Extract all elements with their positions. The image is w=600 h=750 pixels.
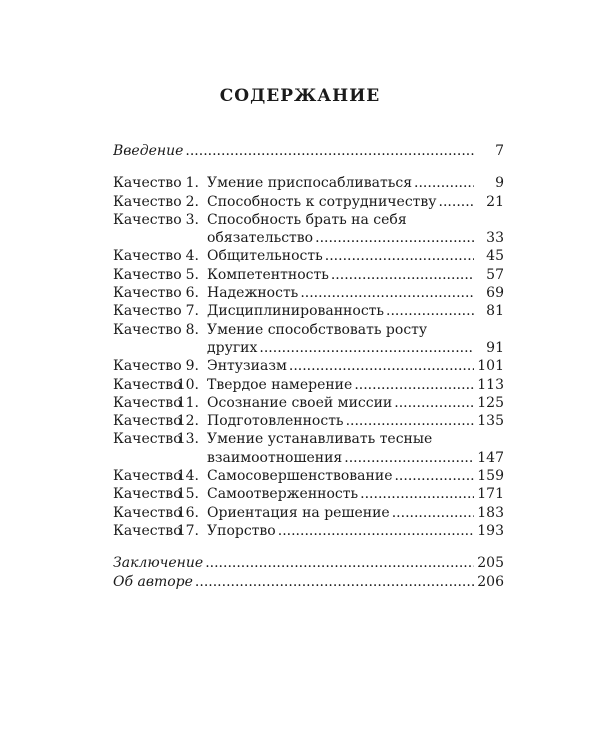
quality-word: Качество	[113, 175, 182, 192]
quality-title-line	[207, 302, 504, 320]
leader-dots	[346, 412, 474, 430]
leader-dots	[394, 467, 474, 485]
quality-title: Самоотверженность	[207, 486, 359, 503]
toc-page-number: 193	[477, 522, 504, 539]
toc-entry-quality[interactable]	[113, 302, 504, 320]
toc-entry-label: Заключение	[113, 555, 204, 572]
quality-title-block	[207, 412, 504, 430]
quality-number: 14.	[176, 468, 199, 485]
toc-entry-quality[interactable]	[113, 394, 504, 412]
qualities-list	[113, 174, 504, 540]
quality-number: 15.	[176, 486, 199, 503]
toc-entry-label: Об авторе	[113, 573, 193, 590]
leader-dots	[392, 504, 474, 522]
quality-title-line	[207, 266, 504, 284]
quality-title-line	[207, 485, 504, 503]
quality-title-line	[207, 376, 504, 394]
quality-title-block	[207, 357, 504, 375]
toc-entry-quality[interactable]	[113, 247, 504, 265]
quality-word: Качество	[113, 211, 182, 228]
quality-word: Качество	[113, 193, 182, 210]
quality-word: Качество	[113, 303, 182, 320]
quality-title-line	[207, 430, 504, 448]
quality-title-block	[207, 504, 504, 522]
quality-title-line	[207, 174, 504, 192]
toc-entry-quality[interactable]	[113, 376, 504, 394]
quality-number: 7.	[185, 303, 199, 320]
leader-dots	[259, 339, 474, 357]
quality-title-block	[207, 302, 504, 320]
quality-number: 9.	[185, 358, 199, 375]
toc-page-number: 135	[477, 413, 504, 430]
toc-entry-about-author[interactable]	[113, 573, 504, 591]
quality-title-line	[207, 412, 504, 430]
quality-title-block	[207, 266, 504, 284]
toc-page-number: 183	[477, 504, 504, 521]
toc-page-number: 9	[495, 175, 504, 192]
toc-page-number: 171	[477, 486, 504, 503]
toc-entry-quality[interactable]	[113, 412, 504, 430]
quality-title: взаимоотношения	[207, 449, 343, 466]
leader-dots	[315, 229, 474, 247]
toc-entry-intro[interactable]	[113, 142, 504, 160]
toc-page-number: 113	[477, 376, 504, 393]
quality-title-block	[207, 522, 504, 540]
toc-page-number: 91	[486, 339, 504, 356]
quality-title-line	[207, 247, 504, 265]
quality-word: Качество	[113, 285, 182, 302]
quality-number: 10.	[176, 376, 199, 393]
leader-dots	[325, 247, 474, 265]
quality-word: Качество	[113, 358, 182, 375]
leader-dots	[195, 573, 474, 591]
toc-page-number: 33	[486, 230, 504, 247]
table-of-contents	[113, 142, 504, 591]
quality-word: Качество	[113, 431, 182, 448]
quality-title-block	[207, 174, 504, 192]
toc-entry-conclusion[interactable]	[113, 554, 504, 572]
quality-number: 4.	[185, 248, 199, 265]
toc-page-number: 206	[477, 573, 504, 590]
quality-title-block	[207, 193, 504, 211]
quality-word: Качество	[113, 486, 182, 503]
toc-entry-quality[interactable]	[113, 430, 504, 467]
toc-page-number: 147	[477, 449, 504, 466]
leader-dots	[331, 266, 474, 284]
quality-number: 3.	[185, 211, 199, 228]
quality-title: Умение приспосабливаться	[207, 175, 413, 192]
leader-dots	[354, 376, 474, 394]
quality-title-block	[207, 211, 504, 248]
quality-number: 16.	[176, 504, 199, 521]
quality-title: Упорство	[207, 522, 276, 539]
quality-word: Качество	[113, 321, 182, 338]
quality-title: Осознание своей миссии	[207, 394, 393, 411]
quality-number: 11.	[176, 394, 199, 411]
toc-entry-quality[interactable]	[113, 467, 504, 485]
quality-title: Подготовленность	[207, 413, 344, 430]
quality-title-block	[207, 485, 504, 503]
quality-word: Качество	[113, 413, 182, 430]
toc-page-number: 45	[486, 248, 504, 265]
toc-page-number: 101	[477, 358, 504, 375]
quality-title: Компетентность	[207, 266, 329, 283]
quality-title-line	[207, 339, 504, 357]
quality-title: Способность брать на себя	[207, 211, 407, 228]
quality-number: 12.	[176, 413, 199, 430]
spacer	[113, 540, 504, 554]
quality-word: Качество	[113, 248, 182, 265]
toc-page-number: 57	[486, 266, 504, 283]
quality-title: Умение устанавливать тесные	[207, 431, 433, 448]
quality-title-line	[207, 522, 504, 540]
quality-word: Качество	[113, 468, 182, 485]
leader-dots	[289, 357, 474, 375]
quality-title: Дисциплинированность	[207, 303, 385, 320]
toc-page-number: 7	[495, 143, 504, 159]
quality-title-line	[207, 284, 504, 302]
quality-title: Способность к сотрудничеству	[207, 193, 437, 210]
quality-title: Ориентация на решение	[207, 504, 390, 521]
toc-page-number: 69	[486, 285, 504, 302]
toc-entry-quality[interactable]	[113, 357, 504, 375]
quality-title: Надежность	[207, 285, 299, 302]
toc-page-number: 125	[477, 394, 504, 411]
quality-title-block	[207, 394, 504, 412]
toc-entry-label: Введение	[113, 143, 184, 159]
toc-entry-quality[interactable]	[113, 193, 504, 211]
leader-dots	[344, 449, 474, 467]
quality-number: 6.	[185, 285, 199, 302]
quality-title-block	[207, 247, 504, 265]
quality-title-line	[207, 394, 504, 412]
quality-word: Качество	[113, 266, 182, 283]
leader-dots	[300, 284, 474, 302]
toc-page-number: 21	[486, 193, 504, 210]
leader-dots	[414, 174, 474, 192]
quality-title-line	[207, 449, 504, 467]
quality-number: 17.	[176, 522, 199, 539]
quality-word: Качество	[113, 376, 182, 393]
toc-entry-quality[interactable]	[113, 504, 504, 522]
toc-entry-quality[interactable]	[113, 284, 504, 302]
toc-page-number: 81	[486, 303, 504, 320]
leader-dots	[439, 193, 474, 211]
quality-title: Энтузиазм	[207, 358, 287, 375]
quality-title-line	[207, 211, 504, 229]
quality-word: Качество	[113, 522, 182, 539]
toc-entry-quality[interactable]	[113, 485, 504, 503]
spacer	[113, 160, 504, 174]
quality-number: 5.	[185, 266, 199, 283]
toc-entry-quality[interactable]	[113, 174, 504, 192]
quality-word: Качество	[113, 504, 182, 521]
leader-dots	[278, 522, 474, 540]
quality-title: Самосовершенствование	[207, 468, 393, 485]
toc-entry-quality[interactable]	[113, 211, 504, 248]
leader-dots	[205, 554, 474, 572]
quality-number: 1.	[185, 175, 199, 192]
toc-entry-quality[interactable]	[113, 522, 504, 540]
quality-title-line	[207, 467, 504, 485]
quality-title-block	[207, 376, 504, 394]
quality-title: других	[207, 339, 258, 356]
quality-title-block	[207, 467, 504, 485]
quality-title-block	[207, 284, 504, 302]
quality-number: 2.	[185, 193, 199, 210]
leader-dots	[360, 485, 474, 503]
leader-dots	[185, 142, 474, 160]
quality-title: обязательство	[207, 230, 314, 247]
toc-entry-quality[interactable]	[113, 266, 504, 284]
quality-number: 13.	[176, 431, 199, 448]
quality-title: Умение способствовать росту	[207, 321, 428, 338]
leader-dots	[386, 302, 474, 320]
quality-title-line	[207, 321, 504, 339]
page-title: СОДЕРЖАНИЕ	[219, 86, 381, 106]
quality-title-block	[207, 430, 504, 467]
leader-dots	[394, 394, 474, 412]
toc-page-number: 159	[477, 468, 504, 485]
quality-title-line	[207, 193, 504, 211]
quality-number: 8.	[185, 321, 199, 338]
quality-title-line	[207, 357, 504, 375]
toc-page-number: 205	[477, 555, 504, 572]
quality-word: Качество	[113, 394, 182, 411]
toc-entry-quality[interactable]	[113, 321, 504, 358]
quality-title: Общительность	[207, 248, 323, 265]
quality-title: Твердое намерение	[207, 376, 353, 393]
quality-title-line	[207, 229, 504, 247]
quality-title-block	[207, 321, 504, 358]
quality-title-line	[207, 504, 504, 522]
